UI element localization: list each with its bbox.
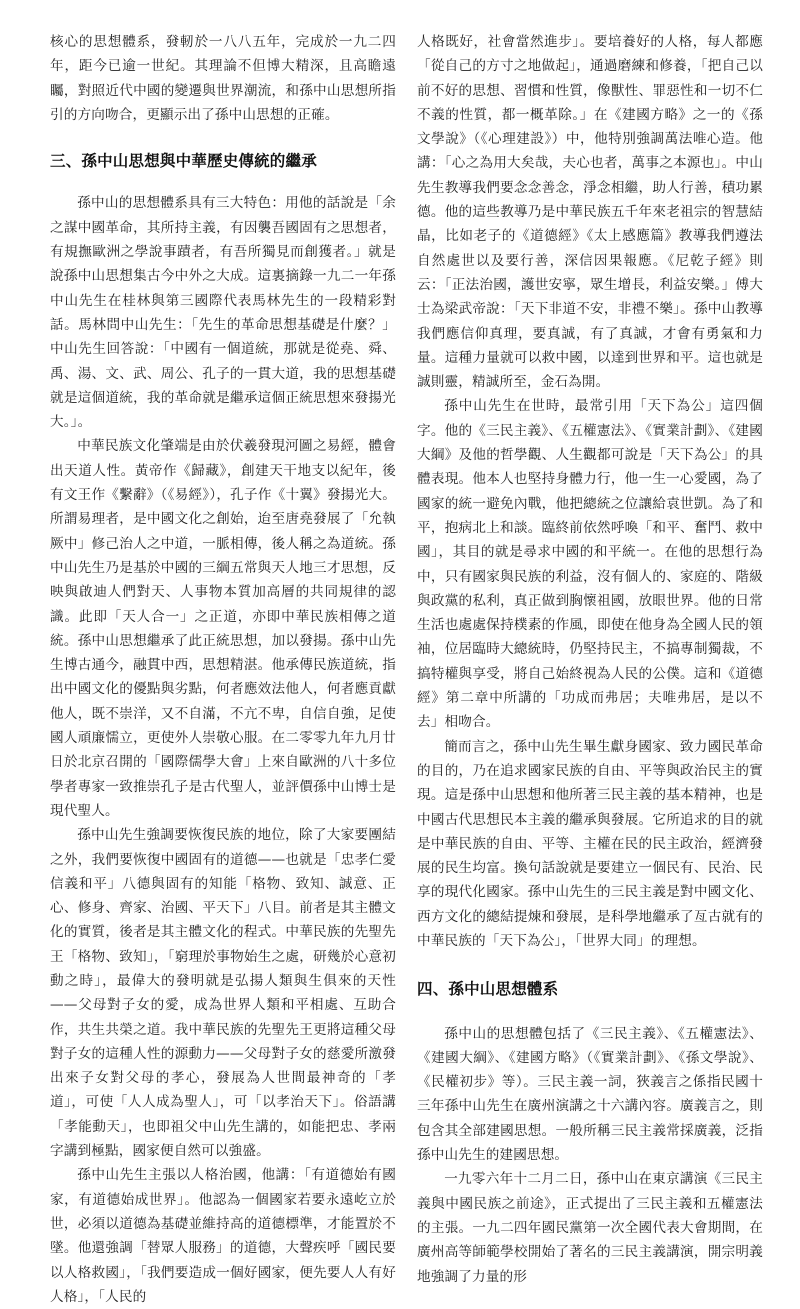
body-paragraph: 孫中山先生在世時，最常引用「天下為公」這四個字。他的《三民主義》、《五權憲法》、《實業計劃》、《建國大綱》及他的哲學觀、人生觀都可說是「天下為公」的具體表現。他本人也堅持身體力行，他一生一心愛國，為了國家的統一避免內戰，他把總統之位讓給袁世凱。為了和平，抱病北上和談。臨終前依然呼喚「和平、奮鬥、救中國」，其目的就是尋求中國的和平統一。在他的思想行為中，只有國家與民族的利益，沒有個人的、家庭的、階級與政黨的私利，真正做到胸懷祖國，放眼世界。他的日常生活也處處保持樸素的作風，即使在他身為全國人民的領袖，位居臨時大總統時，仍堅持民主，不搞專制獨裁，不搞特權與享受，將自己始終視為人民的公僕。這和《道德經》第二章中所講的「功成而弗居；夫唯弗居，是以不去」相吻合。 <box>417 398 763 731</box>
intro-paragraph: 核心的思想體系，發軔於一八八五年，完成於一九二四年，距今已逾一世紀。其理論不但博大精深，且高瞻遠矚，對照近代中國的變遷與世界潮流，和孫中山思想所指引的方向吻合，更顯示出了孫中山思想的正確。 <box>50 34 396 123</box>
body-paragraph: 孫中山的思想體系具有三大特色：用他的話說是「余之謀中國革命，其所持主義，有因襲吾國固有之思想者，有規撫歐洲之學說事蹟者，有吾所獨見而創獲者。」就是說孫中山思想集古今中外之大成。這裏摘錄一九二一年孫中山先生在桂林與第三國際代表馬林先生的一段精彩對話。馬林問中山先生：「先生的革命思想基礎是什麼？」中山先生回答說：「中國有一個道統，那就是從堯、舜、禹、湯、文、武、周公、孔子的一貫大道，我的思想基礎就是這個道統，我的革命就是繼承這個正統思想來發揚光大。」。 <box>50 195 396 431</box>
left-column <box>50 30 396 1309</box>
body-paragraph: 一九零六年十二月二日，孫中山在東京講演《三民主義與中國民族之前途》，正式提出了三民主義和五權憲法的主張。一九二四年國民黨第一次全國代表大會期間，在廣州高等師範學校開始了著名的三民主義講演，開宗明義地強調了力量的形 <box>417 1171 763 1285</box>
body-paragraph: 孫中山先生主張以人格治國，他講：「有道德始有國家，有道德始成世界」。他認為一個國家若要永遠屹立於世，必須以道德為基礎並維持高的道德標準，才能置於不墜。他還強調「替眾人服務」的道德，大聲疾呼「國民要以人格救國」，「我們要造成一個好國家，便先要人人有好人格」，「人民的 <box>50 1167 396 1305</box>
body-paragraph: 中華民族文化肇端是由於伏羲發現河圖之易經，體會出天道人性。黃帝作《歸藏》，創建天干地支以紀年，後有文王作《繫辭》（《易經》），孔子作《十翼》發揚光大。所謂易理者，是中國文化之創始，迨至唐堯發展了「允執厥中」修己治人之中道，一脈相傳，後人稱之為道統。孫中山先生乃是基於中國的三綱五常與天人地三才思想，反映與啟迪人們對天、人事物本質加高層的共同規律的認識。此即「天人合一」之正道，亦即中華民族相傳之道統。孫中山思想繼承了此正統思想，加以發揚。孫中山先生博古通今，融貫中西，思想精湛。他承傳民族道統，指出中國文化的優點與劣點，何者應效法他人，何者應貢獻他人，既不崇洋，又不自滿，不亢不卑，自信自強，足使國人頑廉懦立，更使外人崇敬心服。在二零零九年九月廿日於北京召開的「國際儒學大會」上來自歐洲的八十多位學者專家一致推崇孔子是古代聖人，並評價孫中山博士是現代聖人。 <box>50 438 396 819</box>
body-paragraph: 簡而言之，孫中山先生畢生獻身國家、致力國民革命的目的，乃在追求國家民族的自由、平等與政治民主的實現。這是孫中山思想和他所著三民主義的基本精神，也是中國古代思想民本主義的繼承與發展。它所追求的目的就是中華民族的自由、平等、主權在民的民主政治，經濟發展的民生均富。換句話說就是要建立一個民有、民治、民享的現代化國家。孫中山先生的三民主義是對中國文化、西方文化的總結提煉和發展，是科學地繼承了亙古就有的中華民族的「天下為公」，「世界大同」的理想。 <box>417 738 763 949</box>
body-paragraph: 孫中山先生強調要恢復民族的地位，除了大家要團結之外，我們要恢復中國固有的道德——也就是「忠孝仁愛信義和平」八德與固有的知能「格物、致知、誠意、正心、修身、齊家、治國、平天下」八目。前者是其主體文化的實質，後者是其主體文化的程式。中華民族的先聖先王「格物、致知」，「窮理於事物始生之處，研幾於心意初動之時」，最偉大的發明就是弘揚人類與生俱來的天性——父母對子女的愛，成為世界人類和平相處、互助合作，共生共榮之道。我中華民族的先聖先王更將這種父母對子女的這種人性的源動力——父母對子女的慈愛所激發出來子女對父母的孝心，發展為人世間最神奇的「孝道」，可使「人人成為聖人」，可「以孝治天下」。俗語講「孝能動天」，也即祖父中山先生講的，如能把忠、孝兩字講到極點，國家便自然可以強盛。 <box>50 827 396 1160</box>
section-heading-4: 四、孫中山思想體系 <box>417 980 559 999</box>
body-paragraph: 孫中山的思想體包括了《三民主義》、《五權憲法》、《建國大綱》、《建國方略》（《實業計劃》、《孫文學說》、《民權初步》等）。三民主義一詞，狹義言之係指民國十三年孫中山先生在廣州演講之十六講內容。廣義言之，則包含其全部建國思想。一般所稱三民主義常採廣義，泛指孫中山先生的建國思想。 <box>417 1025 763 1164</box>
section-heading-3: 三、孫中山思想與中華歷史傳統的繼承 <box>50 152 317 171</box>
continued-paragraph: 人格既好，社會當然進步」。要培養好的人格，每人都應「從自己的方寸之地做起」，通過磨練和修養，「把自己以前不好的思想、習慣和性質，像獸性、罪惡性和一切不仁不義的性質，都一概革除。」在《建國方略》之一的《孫文學說》（《心理建設》）中，他特別強調萬法唯心造。他講：「心之為用大矣哉，夫心也者，萬事之本源也」。中山先生教導我們要念念善念，淨念相繼，助人行善，積功累德。他的這些教導乃是中華民族五千年來老祖宗的智慧結晶，比如老子的《道德經》《太上感應篇》教導我們遵法自然處世以及要行善，深信因果報應。《尼乾子經》則云：「正法治國，護世安寧，眾生增長，利益安樂。」傅大士為梁武帝說：「天下非道不安，非禮不樂」。孫中山教導我們應信仰真理，要真誠，有了真誠，才會有勇氣和力量。這種力量就可以救中國，以達到世界和平。這也就是誠則靈，精誠所至，金石為開。 <box>417 34 763 391</box>
right-column <box>417 30 763 1289</box>
